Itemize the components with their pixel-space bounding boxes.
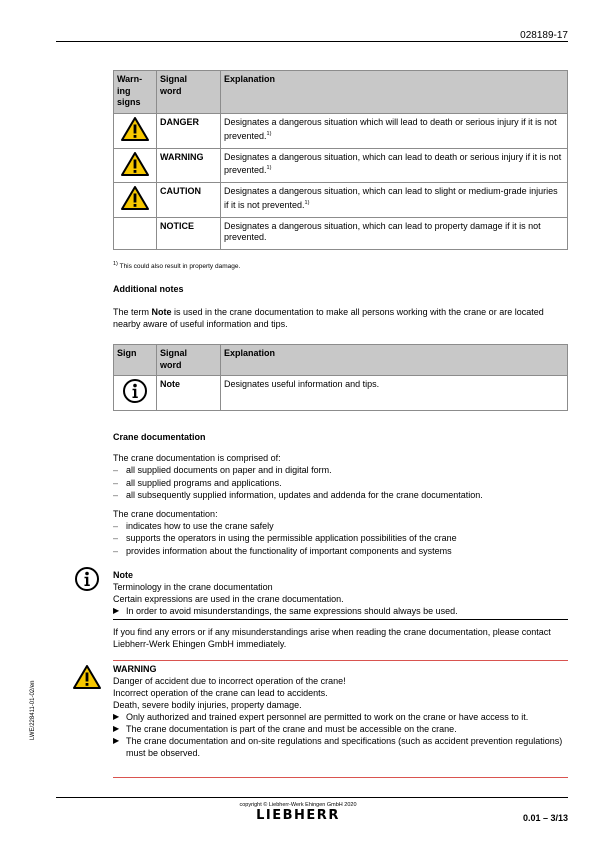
purpose-list	[113, 520, 568, 558]
note-box-rule	[113, 619, 568, 620]
note-box	[113, 569, 568, 617]
warning-triangle-icon	[120, 116, 150, 142]
header-signal-word: Signal word	[157, 71, 221, 114]
icon-cell	[114, 183, 157, 218]
warning-box	[113, 663, 568, 759]
footnote	[113, 261, 240, 270]
info-icon	[74, 566, 100, 592]
action-item: ▶ In order to avoid misunderstandings, the same expressions should always be used.	[113, 605, 568, 617]
comprised-list	[113, 464, 568, 502]
signal-word: CAUTION	[157, 183, 221, 218]
list-item: – all supplied programs and applications.	[113, 477, 568, 490]
table-header-row	[114, 71, 568, 114]
footnote-ref: 1)	[266, 165, 272, 171]
icon-cell	[114, 376, 157, 411]
warning-actions	[113, 711, 568, 759]
warning-triangle-icon	[120, 151, 150, 177]
list-item: – all supplied documents on paper and in digital form.	[113, 464, 568, 477]
explanation	[221, 114, 568, 149]
para-text: The term	[113, 307, 152, 317]
header-signal-word: Signal word	[157, 345, 221, 376]
warning-line: Danger of accident due to incorrect operation of the crane!	[113, 676, 346, 686]
para-bold-term: Note	[151, 307, 172, 317]
para-text: is used in the crane documentation to make all persons working with the crane or are located nearby aware of useful information and tips.	[113, 307, 544, 329]
explanation: Designates useful information and tips.	[221, 376, 568, 411]
crane-documentation-heading: Crane documentation	[113, 432, 206, 442]
signal-word: DANGER	[157, 114, 221, 149]
warning-box-bottom-rule	[113, 777, 568, 778]
list-item: – supports the operators in using the permissible application possibilities of the crane	[113, 532, 568, 545]
footnote-ref: 1)	[304, 199, 310, 206]
note-actions	[113, 605, 568, 617]
signal-word: NOTICE	[157, 217, 221, 249]
explanation-text: Designates a dangerous situation, which can lead to slight or medium-grade injuries if it is not prevented.	[224, 186, 558, 210]
icon-cell	[114, 114, 157, 149]
note-line: Certain expressions are used in the crane documentation.	[113, 594, 344, 604]
warning-triangle-icon	[72, 664, 102, 690]
action-item: ▶ The crane documentation and on-site regulations and specifications (such as accident prevention regulations) must be observed.	[113, 735, 568, 759]
document-number: 028189-17	[520, 30, 568, 41]
additional-notes-heading: Additional notes	[113, 284, 184, 294]
footer-rule	[56, 797, 568, 798]
explanation-text: Designates a dangerous situation, which can lead to death or serious injury if it is not prevented.	[224, 151, 562, 175]
error-report-paragraph: If you find any errors or if any misunderstandings arise when reading the crane documentation, please contact Liebherr-Werk Ehingen GmbH immediately.	[113, 627, 551, 649]
header-explanation: Explanation	[221, 71, 568, 114]
info-icon	[122, 378, 148, 404]
note-line: Terminology in the crane documentation	[113, 582, 273, 592]
note-signs-table	[113, 344, 568, 411]
table-row	[114, 183, 568, 218]
list-item: – indicates how to use the crane safely	[113, 520, 568, 533]
footnote-mark: 1)	[113, 261, 118, 267]
action-item: ▶ Only authorized and trained expert personnel are permitted to work on the crane or have access to it.	[113, 711, 568, 723]
explanation	[221, 148, 568, 183]
signal-word: WARNING	[157, 148, 221, 183]
additional-notes-paragraph	[113, 306, 568, 330]
header-warning-signs: Warn- ing signs	[114, 71, 157, 114]
intro-text: The crane documentation:	[113, 508, 218, 519]
header-explanation: Explanation	[221, 345, 568, 376]
copyright: copyright © Liebherr-Werk Ehingen GmbH 2020	[239, 802, 357, 808]
warning-line: Incorrect operation of the crane can lead to accidents.	[113, 688, 328, 698]
liebherr-logo: LIEBHERR	[256, 808, 340, 823]
page-number: 0.01 – 3/13	[522, 813, 568, 823]
list-item: – provides information about the functionality of important components and systems	[113, 545, 568, 558]
table-row	[114, 217, 568, 249]
signal-word: Note	[157, 376, 221, 411]
warning-title: WARNING	[113, 664, 157, 674]
action-item: ▶ The crane documentation is part of the crane and must be accessible on the crane.	[113, 723, 568, 735]
icon-cell	[114, 148, 157, 183]
table-header-row	[114, 345, 568, 376]
note-title: Note	[113, 570, 133, 580]
intro-text: The crane documentation is comprised of:	[113, 453, 281, 463]
list-item: – all subsequently supplied information, updates and addenda for the crane documentation.	[113, 489, 568, 502]
footnote-text: This could also result in property damage.	[119, 263, 241, 271]
header-sign: Sign	[114, 345, 157, 376]
icon-cell-empty	[114, 217, 157, 249]
table-row	[114, 376, 568, 411]
crane-documentation-section	[113, 452, 568, 557]
warning-signs-table	[113, 70, 568, 250]
footnote-ref: 1)	[266, 130, 272, 137]
side-document-code: LWE/228411-01-02/en	[30, 680, 36, 740]
explanation	[221, 183, 568, 218]
warning-line: Death, severe bodily injuries, property damage.	[113, 700, 302, 710]
table-row	[114, 114, 568, 149]
header-rule	[56, 41, 568, 42]
table-row	[114, 148, 568, 183]
explanation-text: Designates a dangerous situation which will lead to death or serious injury if it is not prevented.	[224, 117, 557, 141]
warning-triangle-icon	[120, 185, 150, 211]
warning-box-top-rule	[113, 660, 568, 661]
explanation: Designates a dangerous situation, which can lead to property damage if it is not prevented.	[221, 217, 568, 249]
